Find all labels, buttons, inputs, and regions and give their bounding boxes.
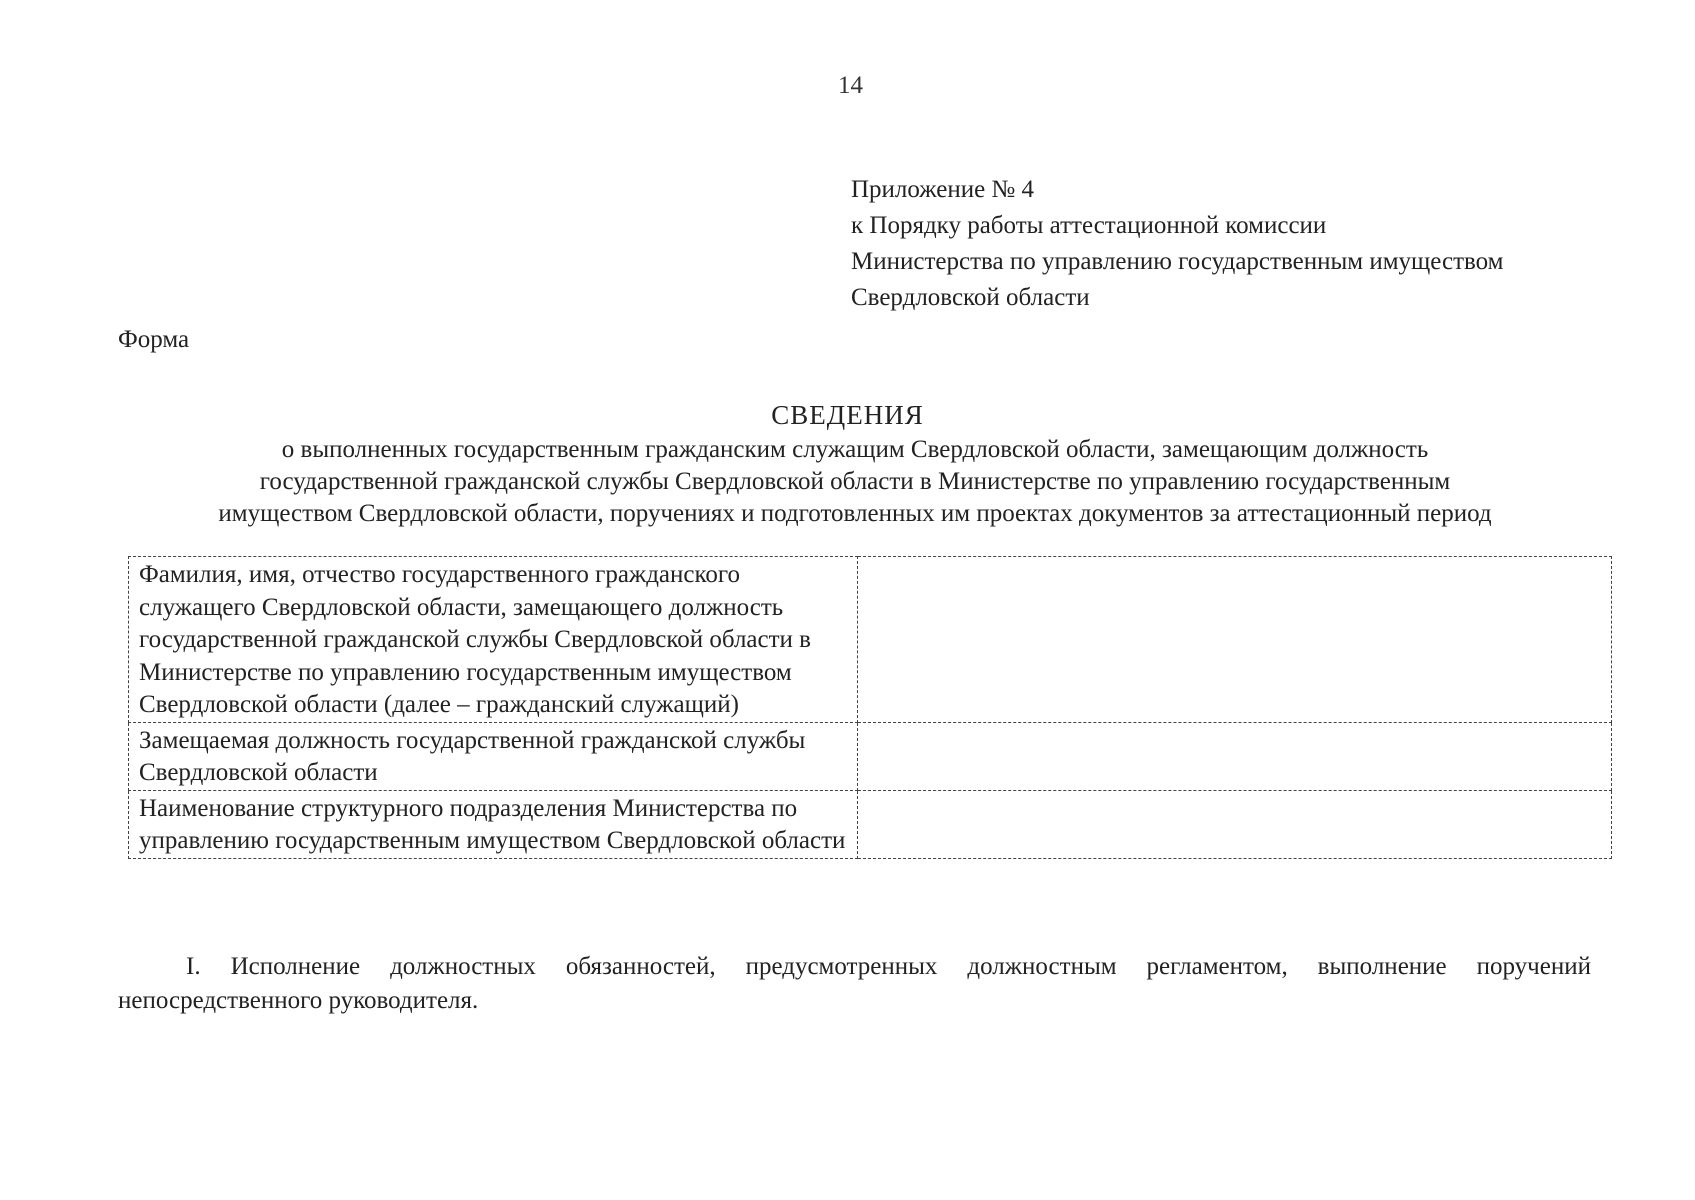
row-value-department[interactable] [858,790,1612,858]
document-title: СВЕДЕНИЯ [771,400,924,430]
document-subtitle [120,434,1590,530]
row-value-position[interactable] [858,722,1612,790]
subtitle-line: государственной гражданской службы Свердловской области в Министерстве по управлению государственным [259,468,1451,495]
subtitle-line: имуществом Свердловской области, поручениях и подготовленных им проектах документов за аттестационный период [218,500,1492,527]
table-row [129,722,1612,790]
form-label: Форма [118,326,190,353]
appendix-line: Приложение № 4 [851,176,1035,203]
table-row [129,557,1612,723]
appendix-line: Министерства по управлению государственным имуществом [851,248,1504,275]
row-value-full-name[interactable] [858,557,1612,723]
appendix-block [851,172,1504,316]
row-label-position: Замещаемая должность государственной гражданской службы Свердловской области [129,722,858,790]
section-1-heading: I. Исполнение должностных обязанностей, предусмотренных должностным регламентом, выполнение поручений непосредственного руководителя. [118,953,1591,1014]
appendix-line: Свердловской области [851,284,1090,311]
row-label-full-name: Фамилия, имя, отчество государственного гражданского служащего Свердловской области, замещающего должность государственной гражданской службы Свердловской области в Министерстве по управлению государственным имуществом Свердловской области (далее – гражданский служащий) [129,557,858,723]
page-number: 14 [838,72,863,99]
row-label-department: Наименование структурного подразделения Министерства по управлению государственным имуществом Свердловской области [129,790,858,858]
info-table [128,556,1612,859]
appendix-line: к Порядку работы аттестационной комиссии [851,212,1327,239]
table-row [129,790,1612,858]
subtitle-line: о выполненных государственным гражданским служащим Свердловской области, замещающим должность [281,436,1429,463]
